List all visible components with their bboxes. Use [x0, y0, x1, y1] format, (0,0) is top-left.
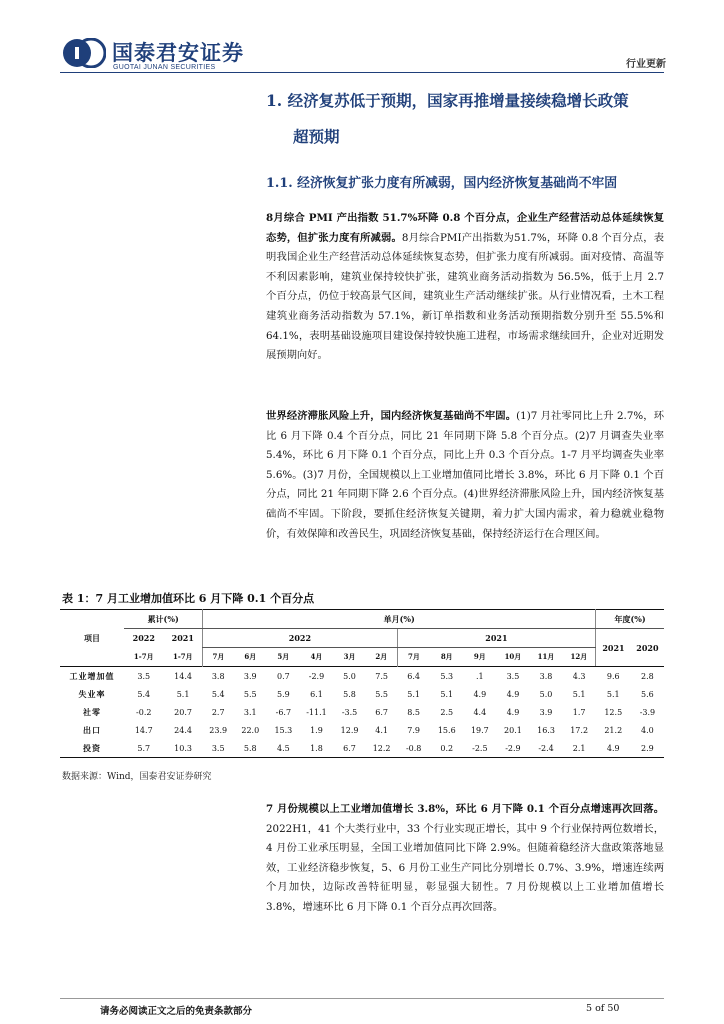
table-cell: 4.4 [473, 707, 487, 717]
footer-divider [60, 998, 664, 999]
table-cell: 2.7 [211, 707, 225, 717]
table-header-month: 11月 [537, 652, 555, 661]
table-cell: 5.1 [440, 689, 454, 699]
paragraph-industrial [266, 800, 664, 918]
table-cell: 5.9 [276, 689, 290, 699]
table-header-month: 7月 [397, 648, 430, 667]
table-cell: 0.2 [440, 743, 454, 753]
table-cell: 1.7 [572, 707, 586, 717]
table-header-month: 10月 [504, 652, 522, 661]
table-title: 表 1：7 月工业增加值环比 6 月下降 0.1 个百分点 [62, 592, 315, 605]
table-header-year-2022: 2022 [203, 629, 397, 648]
table-cell: 5.0 [343, 671, 356, 681]
paragraph-stagflation-lead: 世界经济滞胀风险上升，国内经济恢复基础尚不牢固。 [266, 410, 517, 422]
section-heading-1 [266, 83, 676, 155]
table-cell: 6.7 [375, 707, 388, 717]
table-cell: 12.2 [372, 743, 391, 753]
table-header-cum-year: 2022 [132, 633, 155, 644]
table-header-cum-period: 1-7月 [133, 651, 154, 661]
table-cell: -3.9 [639, 707, 656, 717]
table-cell: 4.9 [606, 743, 620, 753]
table-row-label: 社零 [83, 706, 102, 717]
table-cell: 12.9 [340, 725, 359, 735]
table-header-cum-period: 1-7月 [172, 651, 193, 661]
table-header-month: 3月 [343, 652, 356, 661]
table-cell: 3.8 [211, 671, 225, 681]
table-cell: 24.4 [174, 725, 192, 735]
paragraph-pmi-body: 8月综合PMI产出指数为51.7%，环降 0.8 个百分点，表明我国企业生产经营活动总体延续恢复态势，但扩张力度有所减弱。面对疫情、高温等不利因素影响，建筑业保持较快扩张，建筑业商务活动指数为 56.5%，低于上月 2.7 个百分点，仍位于较高景气区间，建筑业生产活动继续扩张。从行业情况看，土木工程建筑业商务活动指数为 57.1%，新订单指数和业务活动预期指数分别升至 55.5%和 64.1%，表明基础设施项目建设保持较快施工进程，市场需求继续回升，企业对近期发展预期向好。 [266, 231, 665, 362]
table-cell: 8.5 [407, 707, 421, 717]
table-row [60, 667, 664, 686]
table-cell: 14.4 [174, 671, 192, 681]
table-cell: 2.8 [641, 671, 654, 681]
table-cell: 14.7 [134, 725, 153, 735]
table-cell: -0.2 [136, 707, 152, 717]
table-header-monthly: 单月(%) [203, 610, 596, 629]
table-cell: -3.5 [341, 707, 358, 717]
paragraph-industrial-body: 2022H1，41 个大类行业中，33 个行业实现正增长，其中 9 个行业保持两位数增长，4 月份工业承压明显，全国工业增加值同比下降 2.9%。但随着稳经济大盘政策落地显效，工业经济稳步恢复，5、6 月份工业生产同比分别增长 0.7%、3.9%，增速连续两个月加快，边际改善特征明显，彰显强大韧性。7 月份规模以上工业增加值增长 3.8%，增速环比 6 月下降 0.1 个百分点再次回落。 [266, 822, 664, 913]
table-header-month: 9月 [473, 652, 486, 661]
table-cell: 6.4 [407, 671, 421, 681]
table-cell: 20.1 [504, 725, 522, 735]
table-cell: 1.8 [310, 743, 323, 753]
table-cell: 5.1 [606, 689, 620, 699]
gtja-logo-icon [62, 38, 106, 68]
logo-text-en: GUOTAI JUNAN SECURITIES [113, 64, 216, 71]
table-cell: 16.3 [537, 725, 555, 735]
page-number: 5 of 50 [586, 1003, 620, 1014]
table-cell: .1 [476, 671, 484, 681]
table-cell: 2.9 [641, 743, 654, 753]
table-cell: 3.1 [243, 707, 257, 717]
logo-text-cn: 国泰君安证券 [112, 41, 244, 65]
table-cell: 5.5 [375, 689, 388, 699]
table-cell: 9.6 [606, 671, 620, 681]
table-row-label: 失业率 [78, 688, 106, 699]
table-cell: 5.4 [137, 689, 151, 699]
table-body [60, 667, 664, 758]
table-cell: 4.1 [375, 725, 388, 735]
table-cell: 3.9 [539, 707, 553, 717]
table-cell: -6.7 [275, 707, 292, 717]
table-header-annual: 年度(%) [596, 610, 664, 629]
economic-indicator-table [60, 609, 664, 758]
section-heading-1-line1: 1. 经济复苏低于预期，国家再推增量接续稳增长政策 [266, 91, 629, 110]
table-cell: 19.7 [470, 725, 489, 735]
table-header-year-2021: 2021 [397, 629, 596, 648]
table-header-month: 7月 [203, 648, 234, 667]
table-cell: -2.9 [308, 671, 325, 681]
footer-disclaimer: 请务必阅读正文之后的免责条款部分 [100, 1006, 253, 1017]
table-cell: 5.4 [211, 689, 225, 699]
table-header-month: 4月 [310, 652, 323, 661]
table-cell: 5.7 [137, 743, 151, 753]
table-cell: 15.6 [437, 725, 456, 735]
table-cell: 7.5 [375, 671, 388, 681]
section-heading-1-line2: 超预期 [293, 127, 340, 146]
table-header-cumulative: 累计(%) [124, 610, 203, 629]
table-cell: 12.5 [604, 707, 623, 717]
paragraph-pmi-lead: 8月综合 PMI 产出指数 51.7%环降 0.8 个百分点，企业生产经营活动总体延续恢复态势，但扩张力度有所减弱。 [266, 212, 664, 244]
table-source: 数据来源：Wind，国泰君安证券研究 [62, 772, 212, 782]
table-header-row-2 [60, 629, 664, 648]
table-cell: 5.8 [243, 743, 257, 753]
table-header-annual-year: 2021 [596, 629, 631, 667]
header-divider [60, 72, 664, 73]
table-cell: 3.5 [506, 671, 520, 681]
table-cell: -2.5 [472, 743, 488, 753]
table-cell: 0.7 [276, 671, 290, 681]
table-cell: 4.9 [506, 707, 520, 717]
table-cell: 1.9 [310, 725, 323, 735]
paragraph-stagflation [266, 407, 664, 544]
paragraph-pmi [266, 209, 664, 366]
table-cell: 5.1 [572, 689, 586, 699]
table-cell: 23.9 [209, 725, 228, 735]
table-cell: 3.5 [137, 671, 151, 681]
table-cell: 7.9 [407, 725, 421, 735]
table-cell: 17.2 [570, 725, 589, 735]
table-cell: 4.3 [572, 671, 586, 681]
table-cell: 5.5 [243, 689, 257, 699]
table-cell: 5.1 [407, 689, 421, 699]
table-cell: 5.3 [440, 671, 454, 681]
table-header-month: 8月 [440, 652, 453, 661]
table-cell: -2.9 [505, 743, 521, 753]
table-cell: 5.6 [641, 689, 654, 699]
table-cell: 2.1 [572, 743, 586, 753]
table-header-month: 6月 [244, 652, 257, 661]
paragraph-stagflation-body: (1)7 月社零同比上升 2.7%，环比 6 月下降 0.4 个百分点，同比 21 年同期下降 5.8 个百分点。(2)7 月调查失业率 5.4%，环比 6 月下降 0.1 个百分点，同比上升 0.3 个百分点。1-7 月平均调查失业率 5.6%。(3)7 月份，全国规模以上工业增加值同比增长 3.8%，环比 6 月下降 0.1 个百分点，同比 21 年同期下降 2.6 个百分点。(4)世界经济滞胀风险上升，国内经济恢复基础尚不牢固。下阶段，要抓住经济恢复关键期，着力扩大国内需求，着力稳就业稳物价，有效保障和改善民生，巩固经济恢复基础，保持经济运行在合理区间。 [266, 410, 665, 540]
table-cell: 5.0 [539, 689, 553, 699]
table-header-cum-year: 2021 [171, 633, 194, 644]
table-row [60, 685, 664, 703]
table-header-annual-year: 2020 [631, 629, 664, 667]
table-cell: 10.3 [174, 743, 192, 753]
table-cell: -11.1 [306, 707, 327, 717]
table-cell: 2.5 [440, 707, 454, 717]
table-row-label: 工业增加值 [69, 670, 115, 681]
table-row-label: 投资 [83, 742, 102, 753]
table-cell: 6.7 [343, 743, 356, 753]
table-cell: 5.8 [343, 689, 356, 699]
table-header-month: 5月 [277, 652, 290, 661]
table-header-item: 项目 [60, 610, 124, 667]
table-cell: -0.8 [405, 743, 422, 753]
table-header-month: 12月 [570, 652, 588, 661]
table-cell: 6.1 [310, 689, 323, 699]
table-header-row-3 [60, 648, 664, 667]
table-cell: 3.5 [211, 743, 225, 753]
table-cell: 4.9 [506, 689, 520, 699]
table-cell: 3.8 [539, 671, 553, 681]
table-row [60, 703, 664, 721]
table-cell: 4.0 [641, 725, 654, 735]
table-cell: -2.4 [538, 743, 554, 753]
table-header-month: 2月 [375, 652, 388, 661]
table-cell: 5.1 [176, 689, 190, 699]
table-cell: 22.0 [241, 725, 260, 735]
table-cell: 21.2 [604, 725, 623, 735]
table-row-label: 出口 [83, 724, 102, 735]
table-cell: 4.5 [276, 743, 290, 753]
table-row [60, 739, 664, 758]
section-heading-1-1: 1.1. 经济恢复扩张力度有所减弱，国内经济恢复基础尚不牢固 [266, 176, 618, 191]
table-header-row-1 [60, 610, 664, 629]
table-cell: 4.9 [473, 689, 487, 699]
report-type-tag: 行业更新 [626, 59, 666, 70]
table-cell: 15.3 [274, 725, 293, 735]
table-cell: 3.9 [243, 671, 257, 681]
table-row [60, 721, 664, 739]
table-cell: 20.7 [174, 707, 192, 717]
paragraph-industrial-lead: 7 月份规模以上工业增加值增长 3.8%，环比 6 月下降 0.1 个百分点增速再次回落。 [266, 803, 664, 815]
